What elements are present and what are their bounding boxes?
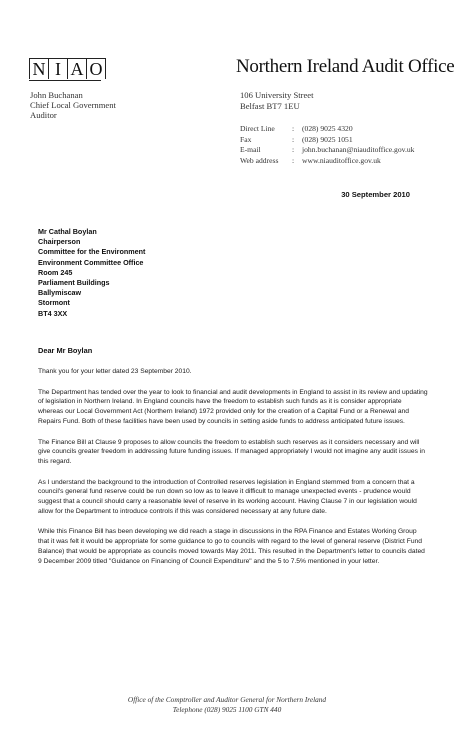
logo-underline xyxy=(29,80,101,81)
recipient-line: Committee for the Environment xyxy=(38,247,146,257)
body-paragraph: As I understand the background to the introduction of Controlled reserves legislation in England stemmed from a concern that a council's general fund reserve could be run down so low as to leave it difficult to manage unexpected events - prudence would suggest that a council should carry a reasonable level of reserve in its working account. Having Clause 7 in our legislation would allow for the Department to introduce controls if this was considered necessary at any future date. xyxy=(38,478,417,515)
logo-letter: I xyxy=(49,59,68,79)
salutation: Dear Mr Boylan xyxy=(38,346,93,355)
sender-title-line: Auditor xyxy=(30,110,57,120)
footer-line: Telephone (028) 9025 1100 GTN 440 xyxy=(172,705,282,714)
recipient-line: Stormont xyxy=(38,298,70,308)
body-paragraph: While this Finance Bill has been developing we did reach a stage in discussions in the RPA Finance and Estates Working Group that it was felt it would be appropriate for some guidance to go to councils with regard to the level of general reserve (District Fund Balance) that would be appropriate as councils moved towards May 2011. This resulted in the Department's letter to councils dated 9 December 2009 titled "Guidance on Financing of Council Expenditure" and the 5 to 7.5% mentioned in your letter. xyxy=(38,528,425,565)
contact-label: E-mail xyxy=(240,145,261,154)
recipient-line: Room 245 xyxy=(38,267,73,277)
contact-row-fax xyxy=(240,135,414,146)
contact-row-direct-line xyxy=(240,124,414,135)
sender-block xyxy=(30,90,116,120)
contact-separator: : xyxy=(292,155,295,165)
logo-letter: N xyxy=(30,59,49,79)
contact-label: Web address xyxy=(240,155,279,165)
recipient-line: Parliament Buildings xyxy=(38,278,110,288)
sender-name: John Buchanan xyxy=(30,90,83,100)
contact-separator: : xyxy=(292,134,295,144)
recipient-line: Mr Cathal Boylan xyxy=(38,227,97,236)
logo-letter: O xyxy=(89,59,103,79)
contact-details xyxy=(240,124,414,166)
office-address xyxy=(240,90,314,111)
body-paragraph: The Department has tended over the year to look to financial and audit developments in England to assist in its review and updating of legislation in Northern Ireland. In England councils have the freedom to establish such funds as it is consider appropriate whereas our Local Government Act (Northern Ireland) 1972 provided only for the creation of a Capital Fund or a Renewal and Repairs Fund. Both of these facilities have been used by councils in setting aside funds to address anticipated future issues. xyxy=(38,388,428,425)
contact-label: Fax xyxy=(240,134,252,144)
body-paragraph: The Finance Bill at Clause 9 proposes to allow councils the freedom to establish such reserves as it considers necessary and will give councils greater freedom in addressing future funding issues. If managed appropriately I would not imagine any audit issues in this regard. xyxy=(38,438,425,465)
logo-letter: A xyxy=(68,59,87,79)
recipient-line: Chairperson xyxy=(38,237,81,247)
address-line: Belfast BT7 1EU xyxy=(240,100,300,111)
niao-logo xyxy=(29,58,106,79)
recipient-address xyxy=(38,227,145,319)
contact-row-email xyxy=(240,145,414,156)
recipient-line: BT4 3XX xyxy=(38,308,68,318)
recipient-line: Ballymiscaw xyxy=(38,288,82,298)
footer-line: Office of the Comptroller and Auditor General for Northern Ireland xyxy=(127,695,327,704)
letter-footer xyxy=(0,695,454,715)
contact-value: (028) 9025 4320 xyxy=(302,124,353,133)
contact-label: Direct Line xyxy=(240,124,275,133)
contact-separator: : xyxy=(292,145,295,154)
letter-body xyxy=(38,367,428,577)
web-link[interactable]: www.niauditoffice.gov.uk xyxy=(302,155,381,165)
email-link[interactable]: john.buchanan@niauditoffice.gov.uk xyxy=(302,145,415,154)
body-paragraph: Thank you for your letter dated 23 September 2010. xyxy=(38,368,192,375)
contact-value: (028) 9025 1051 xyxy=(302,134,353,144)
letter-date: 30 September 2010 xyxy=(341,190,410,199)
contact-row-web xyxy=(240,156,414,167)
organisation-name: Northern Ireland Audit Office xyxy=(236,56,454,77)
contact-separator: : xyxy=(292,124,295,133)
recipient-line: Environment Committee Office xyxy=(38,257,144,267)
sender-title-line: Chief Local Government xyxy=(30,100,116,110)
address-line: 106 University Street xyxy=(240,90,314,100)
